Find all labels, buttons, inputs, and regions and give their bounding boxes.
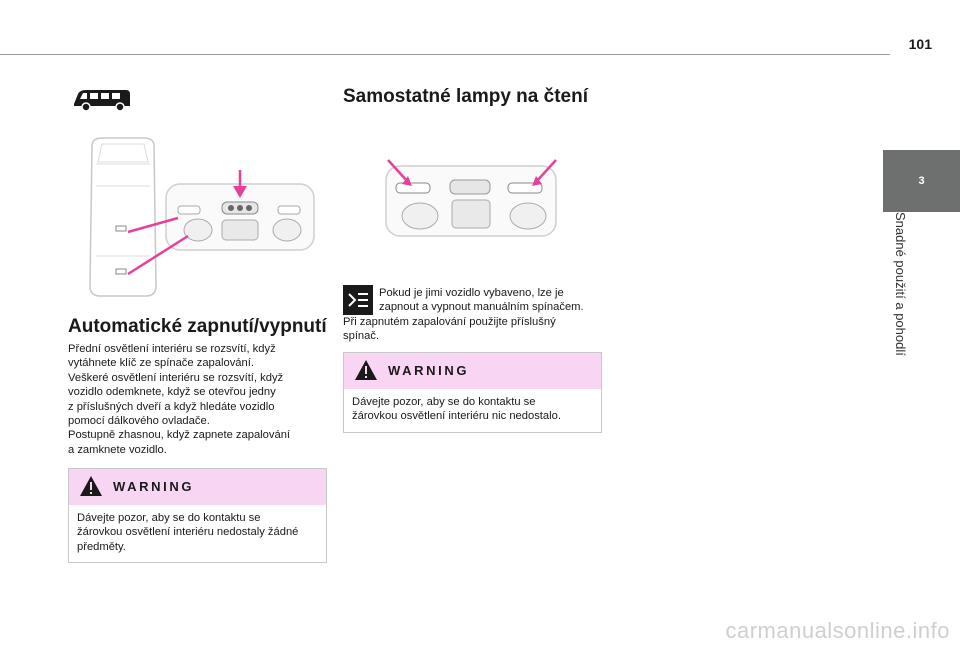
text-line: Přední osvětlení interiéru se rozsvítí, když [68, 343, 276, 355]
info-text [343, 315, 603, 344]
van-icon [70, 86, 134, 114]
warning-header [344, 353, 601, 389]
warning-title: WARNING [388, 363, 470, 378]
section-heading-automatic: Automatické zapnutí/vypnutí [68, 316, 327, 337]
text-line: spínač. [343, 330, 380, 343]
warning-header [69, 469, 326, 505]
page-number: 101 [908, 36, 932, 52]
text-line: zapnout a vypnout manuálním spínačem. [379, 301, 584, 314]
reading-lamps-illustration [382, 150, 562, 240]
header-rule [0, 54, 890, 55]
chapter-tab[interactable]: 3 [883, 150, 960, 212]
text-line: Postupně zhasnou, když zapnete zapalování [68, 429, 291, 442]
warning-text [69, 505, 326, 562]
warning-box-right [343, 352, 602, 433]
left-body-text [68, 342, 328, 457]
warning-triangle-icon [79, 475, 103, 497]
watermark: carmanualsonline.info [725, 618, 950, 643]
text-line: žárovkou osvětlení interiéru nedostaly žádné [77, 526, 299, 539]
chapter-title [880, 212, 920, 402]
info-text-indented [379, 286, 609, 315]
chapter-title-text: Snadné použití a pohodlí [893, 212, 908, 356]
info-icon [343, 285, 373, 315]
text-line: Veškeré osvětlení interiéru se rozsvítí, když [68, 371, 284, 384]
warning-box-left [68, 468, 327, 563]
text-line: Dávejte pozor, aby se do kontaktu se [77, 512, 261, 524]
text-line: vytáhnete klíč ze spínače zapalování. [68, 357, 254, 370]
text-line: vozidlo odemknete, když se otevřou jedny [68, 386, 276, 399]
text-line: a zamknete vozidlo. [68, 443, 167, 456]
section-heading-reading-lamps: Samostatné lampy na čtení [343, 86, 588, 107]
warning-triangle-icon [354, 359, 378, 381]
text-line: pomocí dálkového ovladače. [68, 415, 210, 428]
text-line: Při zapnutém zapalování použijte příslušný [343, 316, 556, 328]
vehicle-lighting-illustration [82, 136, 318, 302]
warning-title: WARNING [113, 479, 195, 494]
text-line: Dávejte pozor, aby se do kontaktu se [352, 396, 536, 408]
text-line: žárovkou osvětlení interiéru nic nedostalo. [352, 410, 561, 423]
text-line: z příslušných dveří a když hledáte vozidlo [68, 400, 275, 413]
text-line: předměty. [77, 540, 126, 553]
text-line: Pokud je jimi vozidlo vybaveno, lze je [379, 287, 564, 299]
warning-text [344, 389, 601, 432]
